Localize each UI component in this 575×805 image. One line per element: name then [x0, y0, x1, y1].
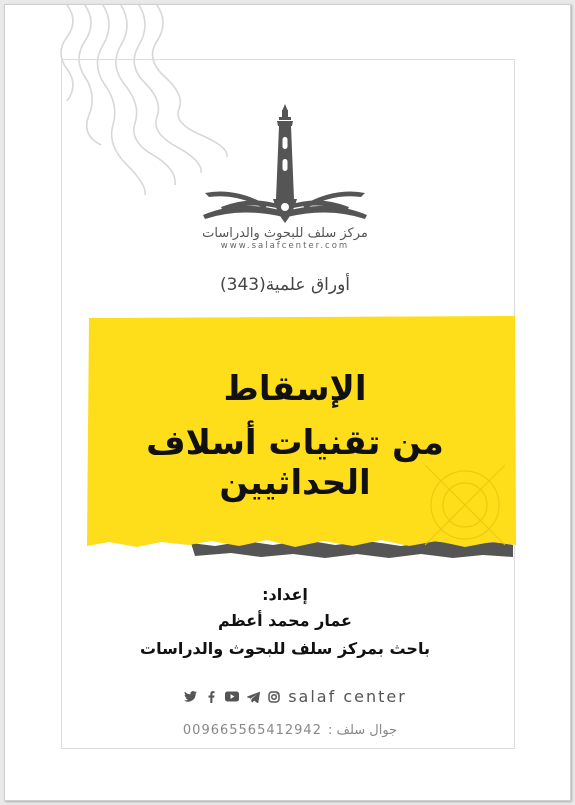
- center-name: مركز سلف للبحوث والدراسات: [202, 226, 368, 241]
- series-label: أوراق علمية(343): [219, 275, 351, 295]
- facebook-icon[interactable]: [204, 690, 218, 704]
- phone-label: جوال سلف :: [327, 723, 398, 738]
- center-url[interactable]: www.salafcenter.com: [220, 241, 350, 251]
- instagram-icon[interactable]: [267, 690, 281, 704]
- author-name: عمار محمد أعظم: [218, 611, 352, 630]
- social-row: [155, 687, 435, 706]
- contact-phone: [155, 723, 425, 738]
- youtube-icon[interactable]: [225, 690, 239, 704]
- title-line-1: الإسقاط: [223, 369, 367, 409]
- twitter-icon[interactable]: [183, 690, 197, 704]
- social-handle: salaf center: [288, 687, 407, 706]
- phone-number: 009665565412942: [182, 723, 322, 738]
- telegram-icon[interactable]: [246, 690, 260, 704]
- prepared-by-label: إعداد:: [262, 585, 308, 604]
- title-line-2: من تقنيات أسلاف الحداثيين: [146, 423, 444, 503]
- author-affiliation: باحث بمركز سلف للبحوث والدراسات: [140, 639, 430, 658]
- document-page: [4, 4, 571, 801]
